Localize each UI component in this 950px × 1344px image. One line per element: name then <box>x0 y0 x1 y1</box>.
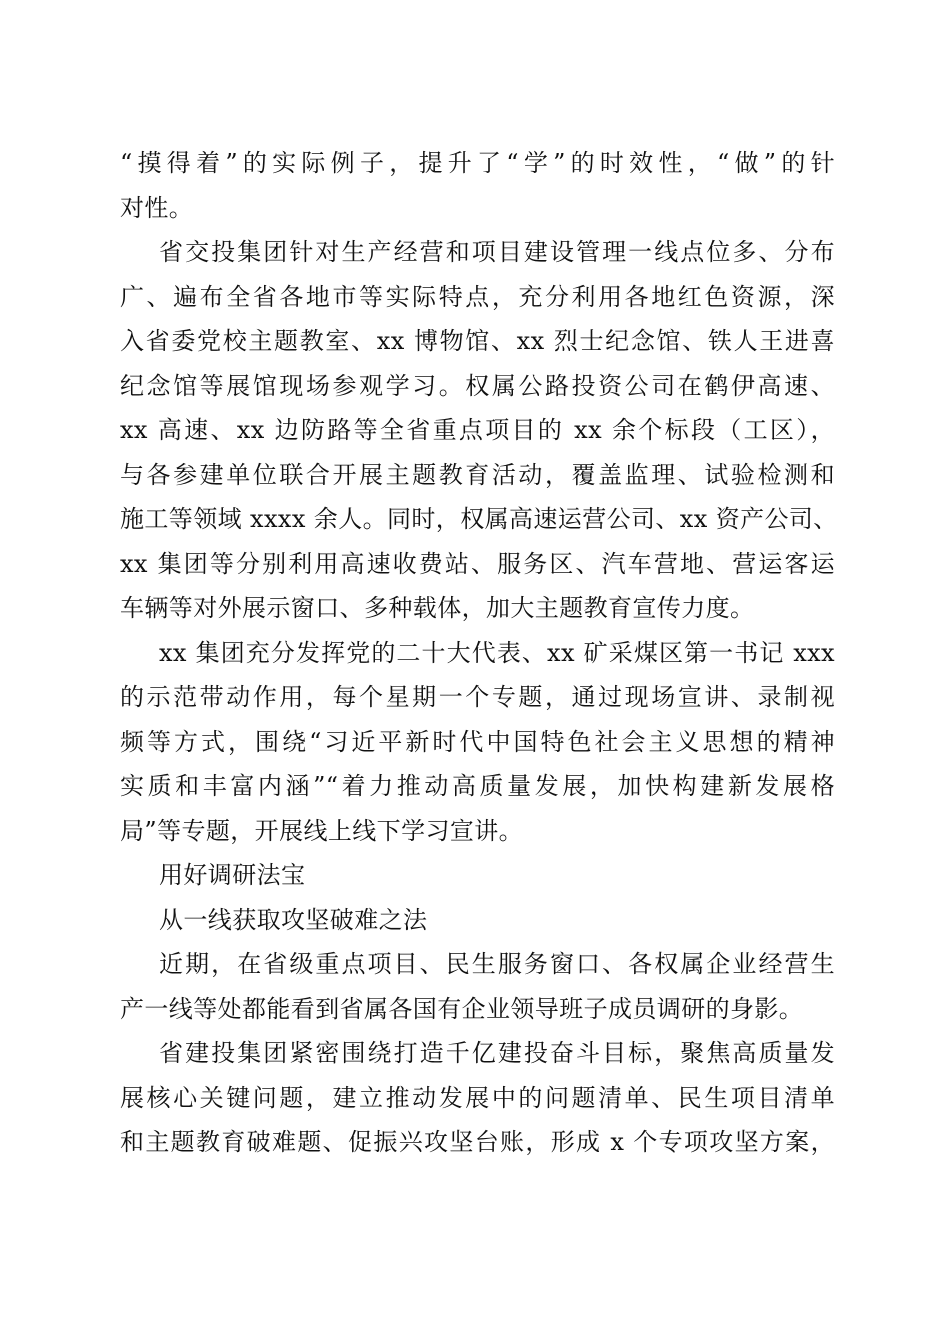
paragraph-2-line-5: xx 高速、xx 边防路等全省重点项目的 xx 余个标段（工区）， <box>120 416 835 444</box>
paragraph-1-line-2: 对性。 <box>120 193 194 222</box>
document-body <box>120 141 838 1165</box>
paragraph-2-line-7: 施工等领域 xxxx 余人。同时，权属高速运营公司、xx 资产公司、 <box>120 505 838 533</box>
paragraph-3-line-1: xx 集团充分发挥党的二十大代表、xx 矿采煤区第一书记 xxx <box>159 638 835 667</box>
paragraph-1-line-1: “摸得着”的实际例子，提升了“学”的时效性，“做”的针 <box>120 149 835 177</box>
paragraph-3-line-4: 实质和丰富内涵”“着力推动高质量发展，加快构建新发展格 <box>120 772 835 800</box>
paragraph-3-line-3: 频等方式，围绕“习近平新时代中国特色社会主义思想的精神 <box>120 727 835 756</box>
paragraph-2-line-6: 与各参建单位联合开展主题教育活动，覆盖监理、试验检测和 <box>120 460 835 489</box>
paragraph-4-line-1: 近期，在省级重点项目、民生服务窗口、各权属企业经营生 <box>159 950 835 978</box>
paragraph-4-line-2: 产一线等处都能看到省属各国有企业领导班子成员调研的身影。 <box>120 994 804 1023</box>
paragraph-2-line-3: 入省委党校主题教室、xx 博物馆、xx 烈士纪念馆、铁人王进喜 <box>120 327 835 355</box>
paragraph-3-line-2: 的示范带动作用，每个星期一个专题，通过现场宣讲、录制视 <box>120 683 835 711</box>
paragraph-5-line-3: 和主题教育破难题、促振兴攻坚台账，形成 x 个专项攻坚方案， <box>120 1128 835 1156</box>
section-heading-1: 用好调研法宝 <box>159 861 306 889</box>
paragraph-5-line-1: 省建投集团紧密围绕打造千亿建投奋斗目标，聚焦高质量发 <box>159 1039 835 1067</box>
paragraph-5-line-2: 展核心关键问题，建立推动发展中的问题清单、民生项目清单 <box>120 1083 835 1112</box>
paragraph-2-line-1: 省交投集团针对生产经营和项目建设管理一线点位多、分布 <box>159 238 835 266</box>
paragraph-2-line-4: 纪念馆等展馆现场参观学习。权属公路投资公司在鹤伊高速、 <box>120 371 835 400</box>
paragraph-2-line-9: 车辆等对外展示窗口、多种载体，加大主题教育宣传力度。 <box>120 594 755 622</box>
paragraph-2-line-8: xx 集团等分别利用高速收费站、服务区、汽车营地、营运客运 <box>120 549 835 578</box>
section-heading-2: 从一线获取攻坚破难之法 <box>159 905 428 934</box>
paragraph-3-line-5: 局”等专题，开展线上线下学习宣讲。 <box>120 816 524 845</box>
paragraph-2-line-2: 广、遍布全省各地市等实际特点，充分利用各地红色资源，深 <box>120 282 835 311</box>
